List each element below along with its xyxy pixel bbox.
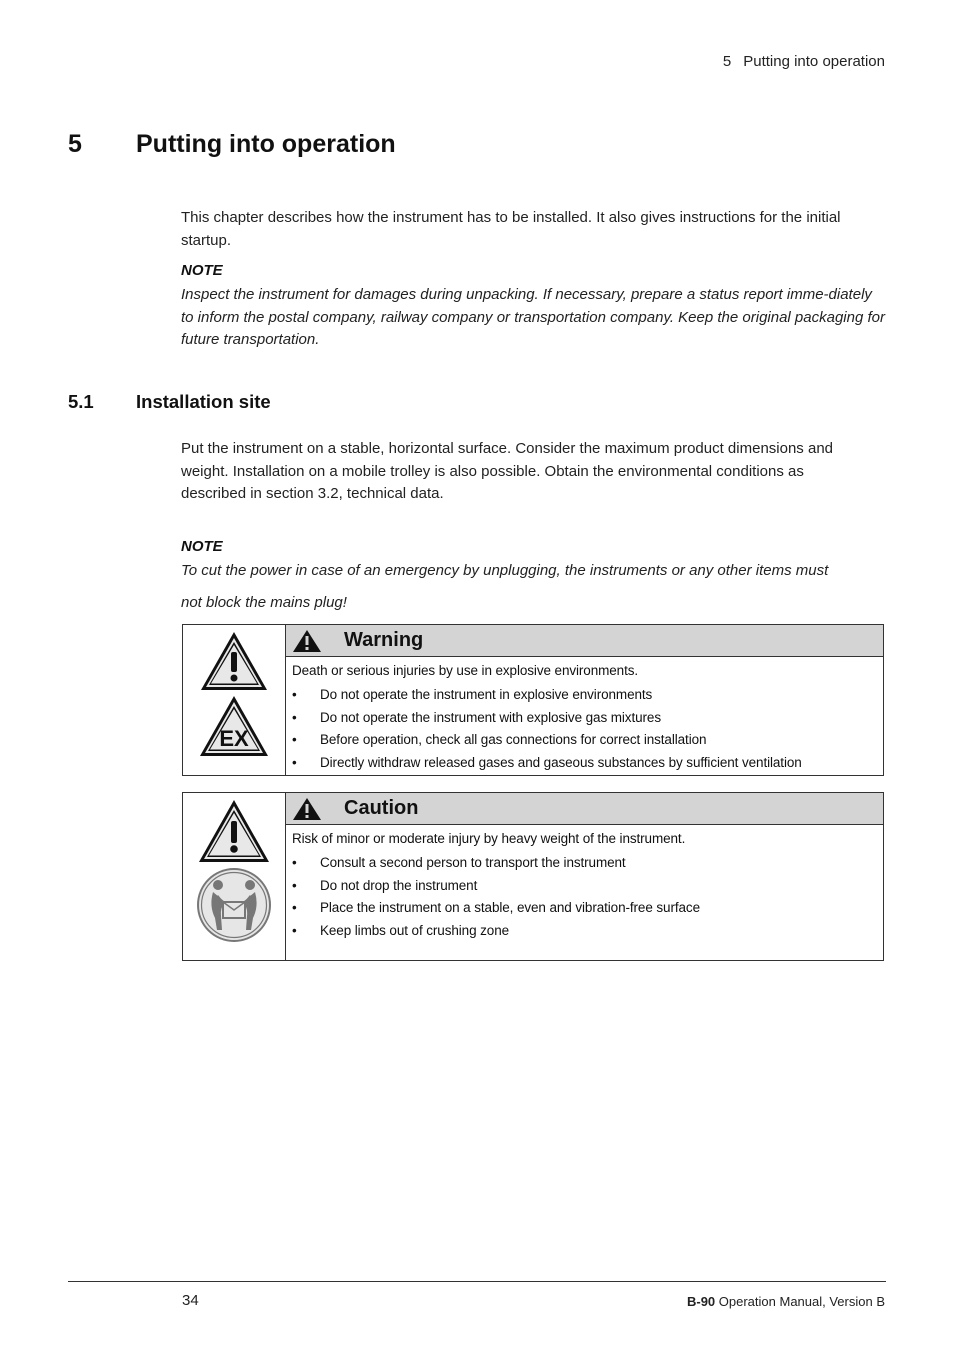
footer-product: B-90 [686, 1294, 716, 1309]
chapter-heading [68, 130, 396, 159]
list-item: • Do not operate the instrument in explosive environments [292, 687, 653, 702]
section-heading [68, 391, 271, 413]
warning-intro: Death or serious injuries by use in explosive environments. [292, 663, 639, 678]
caution-banner [286, 793, 883, 825]
footer-rule [68, 1281, 886, 1282]
ex-label: EX [219, 726, 249, 751]
caution-banner-icon [292, 797, 322, 821]
section-number: 5.1 [68, 391, 94, 412]
section-note-line-1: To cut the power in case of an emergency by unplugging, the instruments or any other items must [181, 562, 829, 579]
caution-title: Caution [344, 797, 419, 819]
footer-doc-title [687, 1294, 885, 1309]
warning-list [286, 684, 883, 774]
list-item: • Before operation, check all gas connections for correct installation [292, 732, 707, 747]
chapter-number: 5 [68, 130, 82, 158]
list-item: • Do not drop the instrument [292, 877, 478, 893]
warning-triangle-icon [197, 798, 271, 864]
caution-list [286, 852, 883, 942]
warning-banner [286, 625, 883, 657]
warning-icons [183, 625, 286, 775]
explosive-atmosphere-icon [198, 694, 270, 758]
running-header-chapter-title: Putting into operation [743, 53, 885, 70]
chapter-intro: This chapter describes how the instrument has to be installed. It also gives instructions for the initial startup. [181, 209, 841, 249]
caution-intro: Risk of minor or moderate injury by heavy weight of the instrument. [292, 831, 686, 846]
list-item: • Do not operate the instrument with explosive gas mixtures [292, 709, 661, 725]
warning-box [182, 624, 884, 776]
warning-triangle-icon [199, 630, 269, 692]
note-text: Inspect the instrument for damages during unpacking. If necessary, prepare a status report imme-diately to inform the postal company, railway company or transportation company. Keep the original packaging for future transportation. [181, 286, 885, 348]
running-header [723, 53, 885, 70]
list-item: • Place the instrument on a stable, even and vibration-free surface [292, 900, 700, 915]
two-person-lift-icon [195, 866, 273, 944]
chapter-title: Putting into operation [136, 130, 396, 158]
list-item: • Directly withdraw released gases and gaseous substances by sufficient ventilation [292, 754, 802, 770]
warning-banner-icon [292, 629, 322, 653]
page-number: 34 [182, 1292, 199, 1309]
section-body: Put the instrument on a stable, horizontal surface. Consider the maximum product dimensions and weight. Installation on a mobile trolley is also possible. Obtain the environmental conditions as described in section 3.2, technical data. [181, 440, 834, 502]
section-note-label: NOTE [181, 538, 223, 555]
caution-icons [183, 793, 286, 960]
section-title: Installation site [136, 391, 271, 412]
running-header-chapter-num: 5 [722, 53, 732, 70]
note-label: NOTE [181, 262, 223, 279]
section-note-line-2: not block the mains plug! [181, 594, 347, 611]
list-item: • Consult a second person to transport the instrument [292, 855, 626, 870]
list-item: • Keep limbs out of crushing zone [292, 922, 510, 938]
warning-title: Warning [344, 629, 424, 651]
footer-doc: Operation Manual, Version B [715, 1294, 885, 1309]
caution-box [182, 792, 884, 961]
